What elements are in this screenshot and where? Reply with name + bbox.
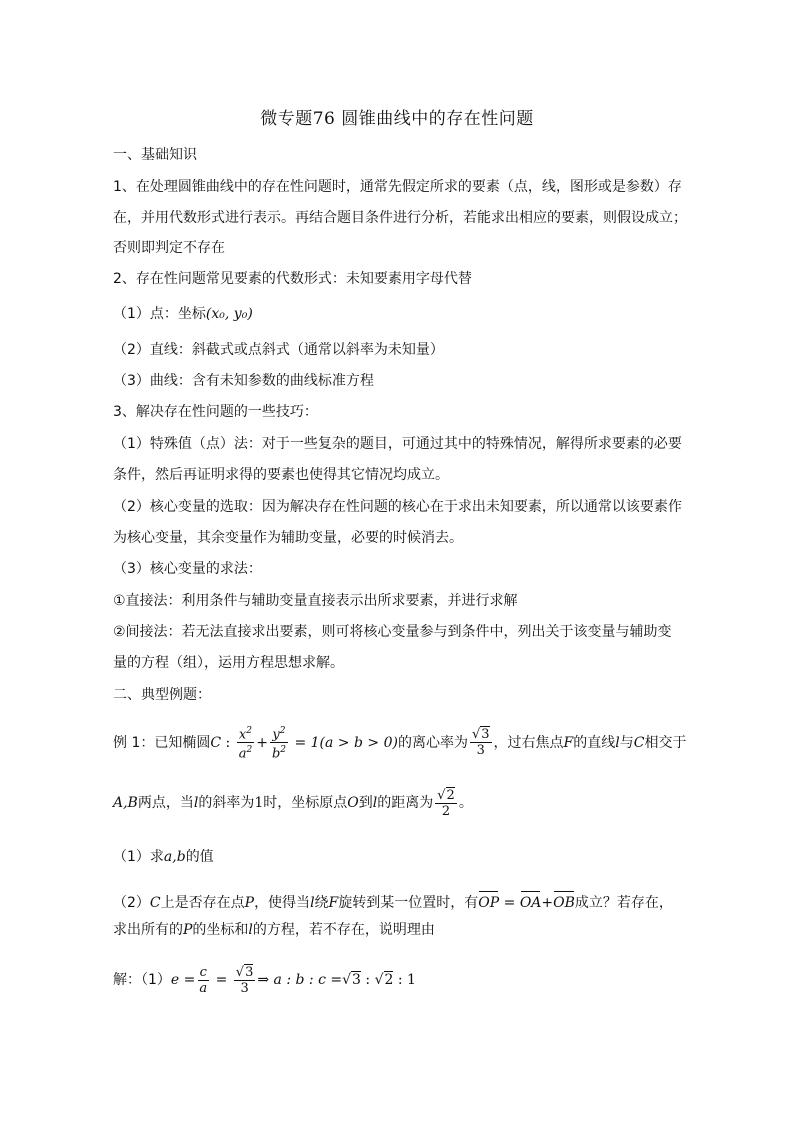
paragraph-line: （2）直线：斜截式或点斜式（通常以斜率为未知量） xyxy=(113,342,444,358)
math-var: C xyxy=(210,734,222,751)
question-2-cont: 求出所有的P的坐标和l的方程，若不存在，说明理由 xyxy=(113,922,435,938)
fraction-eccentricity: $\frac{√3}{3}$ xyxy=(471,727,490,759)
paragraph-line: 在，并用代数形式进行表示。再结合题目条件进行分析，若能求出相应的要素，则假设成立； xyxy=(113,210,687,226)
fraction-distance: $\frac{√2}{2}$ xyxy=(437,787,455,819)
solution-line: 解：（1）e = $\frac{c}{a}$ = $\frac{√3}{3}$ ⇒ a : b : c =√3 : √2 : 1 xyxy=(113,964,416,996)
paragraph-line: 2、存在性问题常见要素的代数形式：未知要素用字母代替 xyxy=(113,271,472,287)
paragraph-line: （1）特殊值（点）法：对于一些复杂的题目，可通过其中的特殊情况，解得所求要素的必要 xyxy=(113,436,682,452)
text-segment: ，过右焦点 xyxy=(493,734,564,751)
section-heading-basics: 一、基础知识 xyxy=(113,147,197,163)
paragraph-line: 为核心变量，其余变量作为辅助变量，必要的时候消去。 xyxy=(113,530,463,546)
question-2: （2）C上是否存在点P，使得当l绕F旋转到某一位置时，有OP = OA+OB成立？若存在， xyxy=(113,889,673,913)
question-1: （1）求a,b的值 xyxy=(113,849,214,865)
section-heading-examples: 二、典型例题： xyxy=(113,687,211,703)
math-condition: 1(a > b > 0) xyxy=(310,734,398,751)
page-title: 微专题76 圆锥曲线中的存在性问题 xyxy=(260,109,534,129)
paragraph-line: ②间接法：若无法直接求出要素，则可将核心变量参与到条件中，列出关于该变量与辅助变 xyxy=(113,624,672,640)
paragraph-line: （3）核心变量的求法： xyxy=(113,561,262,577)
point-coordinate: (x₀, y₀) xyxy=(205,306,253,322)
paragraph-line: 否则即判定不存在 xyxy=(113,240,225,256)
paragraph-line: （3）曲线：含有未知参数的曲线标准方程 xyxy=(113,373,374,389)
paragraph-line: 1、在处理圆锥曲线中的存在性问题时，通常先假定所求的要素（点，线，图形或是参数）存 xyxy=(113,179,682,195)
vector-oa: OA xyxy=(520,889,542,913)
example-lead: 例 1：已知椭圆 xyxy=(113,734,211,751)
example-1-statement-cont: A,B两点，当l的斜率为1时，坐标原点O到l的距离为 $\frac{√2}{2}$ 。 xyxy=(113,787,473,819)
text-segment: 的离心率为 xyxy=(397,734,468,751)
fraction-sqrt3-over-3: $\frac{√3}{3}$ xyxy=(235,964,254,996)
vector-ob: OB xyxy=(553,889,575,913)
vector-op: OP xyxy=(478,889,499,913)
paragraph-line xyxy=(113,304,253,324)
fraction-y: $\frac{y^2}{b^2}$ xyxy=(271,726,286,762)
item-text: （1）点：坐标 xyxy=(113,306,206,322)
paragraph-line: 条件，然后再证明求得的要素也使得其它情况均成立。 xyxy=(113,467,449,483)
paragraph-line: ①直接法：利用条件与辅助变量直接表示出所求要素，并进行求解 xyxy=(113,593,518,609)
paragraph-line: 3、解决存在性问题的一些技巧： xyxy=(113,404,318,420)
example-1-statement: 例 1：已知椭圆C : $\frac{x^2}{a^2}$ + $\frac{y^2}{b^2}$ = 1(a > b > 0)的离心率为 $\frac{√3}{3}$ ，过右焦点F的直线l与C相交于 xyxy=(113,726,687,762)
fraction-x: $\frac{x^2}{a^2}$ xyxy=(238,726,253,762)
paragraph-line: 量的方程（组），运用方程思想求解。 xyxy=(113,655,344,671)
fraction-c-over-a: $\frac{c}{a}$ xyxy=(199,964,208,996)
paragraph-line: （2）核心变量的选取：因为解决存在性问题的核心在于求出未知要素，所以通常以该要素作 xyxy=(113,499,682,515)
